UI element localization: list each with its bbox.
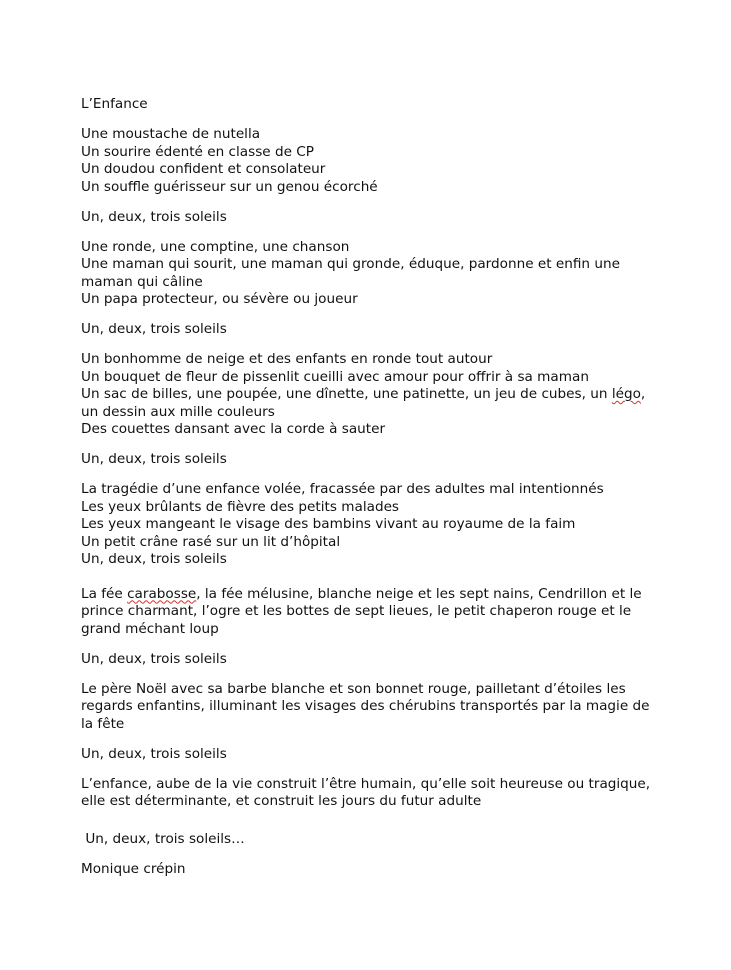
verse-text: L’enfance, aube de la vie construit l’être humain, qu’elle soit heureuse ou tragique, elle est déterminante, et construit les jours du futur adulte [81,775,651,809]
verse-line: Un doudou confident et consolateur [81,161,326,177]
verse-text: , la fée mélusine, blanche neige et les sept nains, Cendrillon et le prince charmant, l’ogre et les bottes de sept lieues, le petit chaperon rouge et le grand méchant loup [81,585,642,637]
refrain-text: Un, deux, trois soleils [81,551,227,567]
verse-text: Un sac de billes, une poupée, une dînette, une patinette, un jeu de cubes, un [81,386,612,402]
refrain-text: Un, deux, trois soleils [81,650,227,667]
stanza-1 [81,126,656,196]
refrain [81,746,656,764]
document-page [81,96,656,891]
refrain-text: Un, deux, trois soleils [81,451,227,467]
verse-line: Un bonhomme de neige et des enfants en ronde tout autour [81,351,493,367]
refrain-text: Un, deux, trois soleils [81,208,227,225]
stanza-7 [81,776,656,811]
verse-line: Un souffle guérisseur sur un genou écorché [81,178,378,195]
verse-line: Une ronde, une comptine, une chanson [81,238,350,255]
refrain-text: Un, deux, trois soleils [81,745,227,762]
author-signature [81,861,656,879]
stanza-2 [81,239,656,309]
refrain [81,321,656,339]
stanza-6 [81,681,656,734]
verse-line [81,386,656,421]
refrain-text: Un, deux, trois soleils [81,321,227,337]
verse-line: La tragédie d’une enfance volée, fracassée par des adultes mal intentionnés [81,481,604,497]
title-text: L’Enfance [81,96,148,112]
final-refrain-text: Un, deux, trois soleils… [81,830,245,847]
verse-line: Une moustache de nutella [81,126,261,142]
verse-line: Un papa protecteur, ou sévère ou joueur [81,291,358,307]
verse-text: , un dessin aux mille couleurs [81,386,646,420]
verse-line: Des couettes dansant avec la corde à sauter [81,421,386,437]
stanza-5 [81,586,656,639]
author-name: Monique crépin [81,860,186,877]
refrain [81,209,656,227]
spellcheck-flagged-word[interactable]: carabosse [127,585,197,602]
verse-text: Le père Noël avec sa barbe blanche et son bonnet rouge, pailletant d’étoiles les regards enfantins, illuminant les visages des chérubins transportés par la magie de la fête [81,680,650,732]
verse-line: Un sourire édenté en classe de CP [81,143,314,160]
verse-line: Les yeux mangeant le visage des bambins vivant au royaume de la faim [81,516,576,532]
verse-line: Un bouquet de fleur de pissenlit cueilli avec amour pour offrir à sa maman [81,368,589,385]
verse-line: Un petit crâne rasé sur un lit d’hôpital [81,533,341,550]
refrain [81,651,656,669]
stanza-4 [81,481,656,569]
verse-line: Une maman qui sourit, une maman qui gronde, éduque, pardonne et enfin une maman qui câline [81,256,620,290]
refrain [81,451,656,469]
spellcheck-flagged-word[interactable]: légo [611,386,641,402]
poem-title [81,96,656,114]
verse-text: La fée [81,585,128,602]
final-refrain [81,831,656,849]
verse-line: Les yeux brûlants de fièvre des petits malades [81,498,400,515]
stanza-3 [81,351,656,439]
